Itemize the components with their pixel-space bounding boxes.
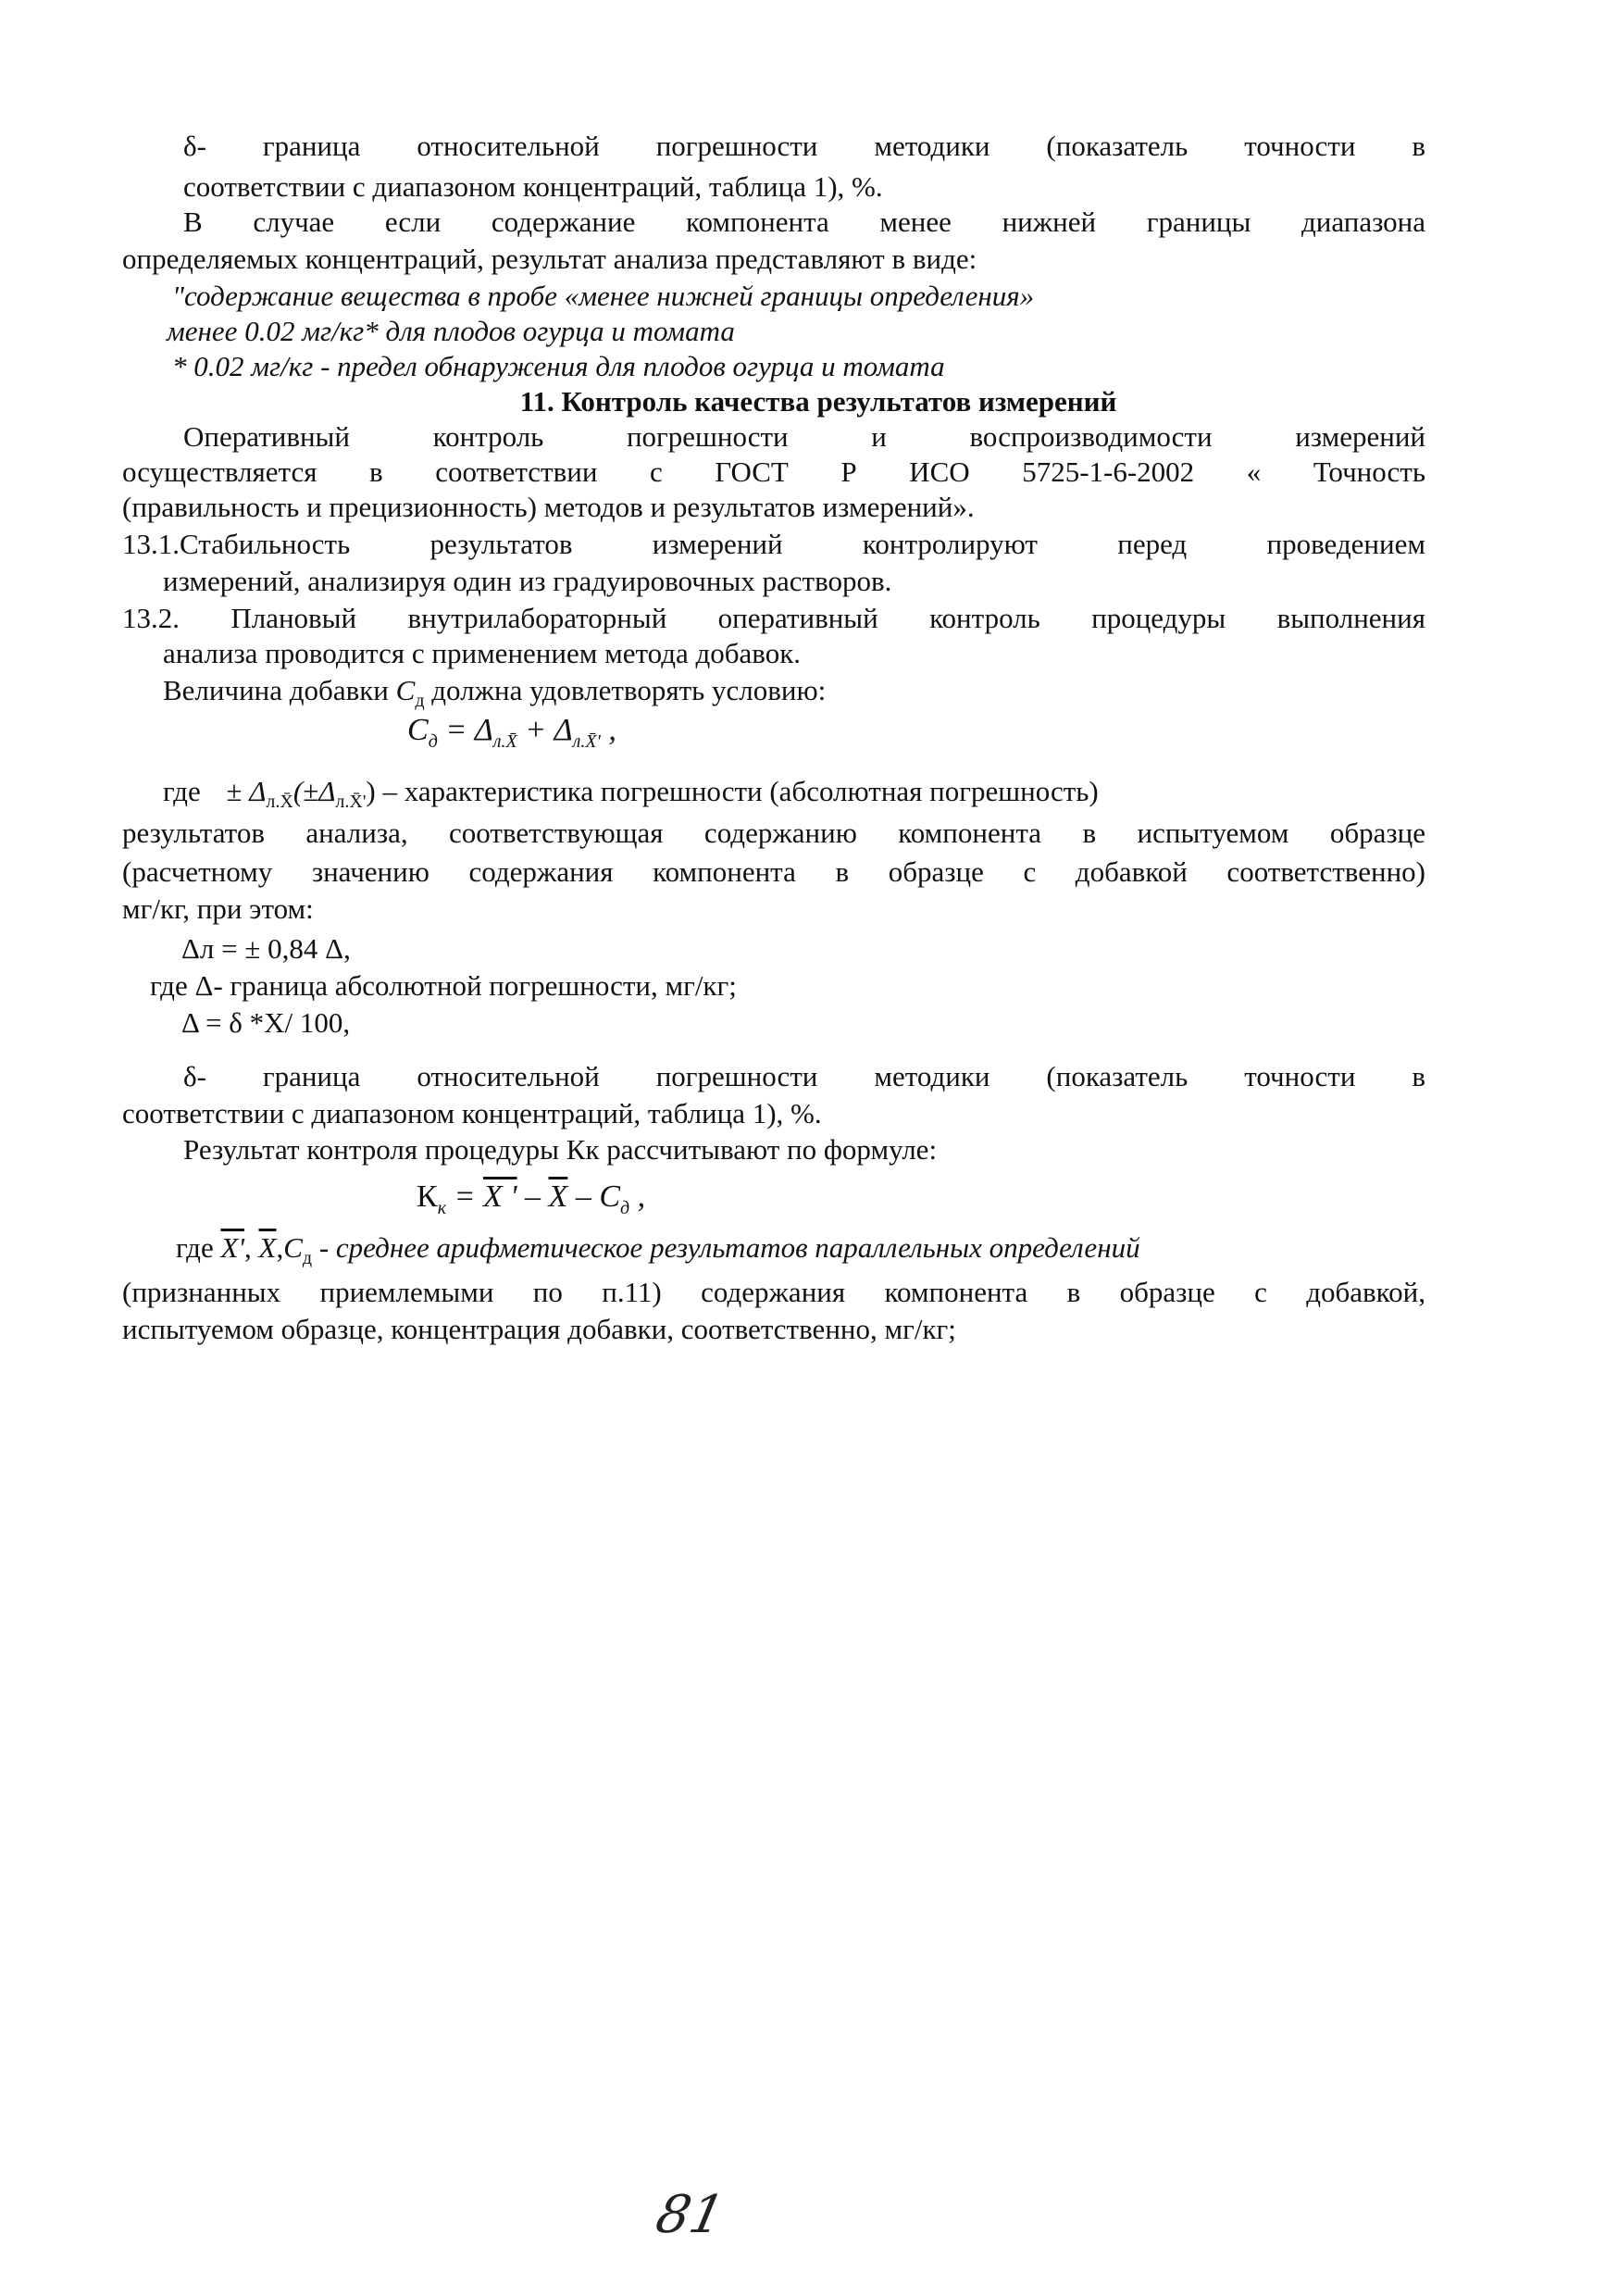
text: должна удовлетворять условию: (431, 674, 827, 706)
text-line: 13.1.Стабильность результатов измерений контролируют перед проведением (122, 528, 1425, 560)
formula-term: $\overline{X}$ (548, 1179, 568, 1214)
text: – характеристика погрешности (абсолютная погрешность) (382, 775, 1099, 807)
formula-term: Δ (554, 713, 573, 747)
text-line: δ- граница относительной погрешности методики (показатель точности в (183, 130, 1425, 162)
variable: C (395, 674, 416, 706)
formula-op: , (244, 1231, 252, 1264)
subscript: л.X̄' (335, 792, 367, 813)
formula-op: ± (226, 775, 243, 807)
subscript: д (620, 1197, 630, 1218)
formula-term: X' (220, 1231, 245, 1264)
equation-line: Δл = ± 0,84 Δ, (181, 932, 351, 965)
text-line: осуществляется в соответствии с ГОСТ Р ИСО 5725-1-6-2002 « Точность (122, 455, 1425, 488)
text-line: где Δ- граница абсолютной погрешности, мг/кг; (150, 969, 737, 1002)
text-line: Оперативный контроль погрешности и воспроизводимости измерений (183, 420, 1425, 453)
formula-term: Δ (474, 713, 493, 747)
formula-term: C (407, 713, 429, 747)
text-line (163, 773, 1425, 820)
text-line: измерений, анализируя один из градуировочных растворов. (163, 565, 892, 597)
formula-op: = (454, 1179, 476, 1214)
subscript: к (437, 1197, 447, 1218)
formula-term: К (417, 1179, 438, 1214)
formula-term: Δ (249, 775, 267, 807)
text-line: 13.2. Плановый внутрилабораторный оперативный контроль процедуры выполнения (122, 602, 1425, 634)
subscript: л.X̄ (492, 730, 517, 752)
subscript: л.X̄ (266, 792, 293, 813)
formula-op: , (608, 713, 616, 747)
formula-cd (407, 713, 616, 753)
formula-op: , (276, 1231, 284, 1264)
text-line: (признанных приемлемыми по п.11) содержания компонента в образце с добавкой, (122, 1276, 1425, 1308)
text: где (176, 1231, 214, 1264)
formula-kk (417, 1179, 645, 1219)
text-line: δ- граница относительной погрешности методики (показатель точности в (183, 1060, 1425, 1092)
formula-term: $\overline{X}$ (258, 1231, 277, 1264)
equation-line: Δ = δ *X/ 100, (181, 1006, 351, 1039)
formula-op: = (445, 713, 467, 747)
section-heading: 11. Контроль качества результатов измерений (519, 385, 1117, 418)
text: Величина добавки (163, 674, 389, 706)
text-line: (правильность и прецизионность) методов и результатов измерений». (122, 491, 975, 523)
text: - среднее арифметическое результатов параллельных определений (318, 1231, 1140, 1264)
text-line: результатов анализа, соответствующая содержанию компонента в испытуемом образце (122, 817, 1425, 849)
formula-op: – (525, 1179, 541, 1214)
formula-op: ) (366, 775, 376, 807)
formula-op: + (525, 713, 547, 747)
text-line: мг/кг, при этом: (122, 892, 314, 925)
subscript: д (302, 1248, 313, 1269)
text: где (163, 775, 201, 807)
formula-op: , (637, 1179, 646, 1214)
italic-line: менее 0.02 мг/кг* для плодов огурца и томата (167, 315, 735, 347)
subscript: л.X̄' (572, 730, 601, 752)
text-line: В случае если содержание компонента менее нижней границы диапазона (183, 206, 1425, 238)
text-line (176, 1229, 1140, 1277)
text-line: анализа проводится с применением метода добавок. (163, 637, 802, 669)
text-line: испытуемом образце, концентрация добавки, соответственно, мг/кг; (122, 1313, 956, 1345)
text-line: определяемых концентраций, результат анализа представляют в виде: (122, 243, 977, 275)
italic-line: "содержание вещества в пробе «менее нижней границы определения» (172, 280, 1035, 312)
subscript: д (428, 730, 438, 752)
text-line: Результат контроля процедуры Кк рассчитывают по формуле: (183, 1133, 938, 1166)
text-line: соответствии с диапазоном концентраций, таблица 1), %. (122, 1097, 822, 1129)
formula-term: C (599, 1179, 621, 1214)
formula-term: (±Δ (292, 775, 336, 807)
formula-term: C (283, 1231, 303, 1264)
subscript: д (415, 691, 425, 712)
text-line: (расчетному значению содержания компонента в образце с добавкой соответственно) (122, 855, 1425, 888)
page-number: 81 (651, 2185, 730, 2245)
text-line: соответствии с диапазоном концентраций, таблица 1), %. (183, 170, 883, 203)
formula-op: – (575, 1179, 591, 1214)
formula-term: X ' (483, 1179, 517, 1214)
italic-line: * 0.02 мг/кг - предел обнаружения для плодов огурца и томата (172, 350, 945, 382)
